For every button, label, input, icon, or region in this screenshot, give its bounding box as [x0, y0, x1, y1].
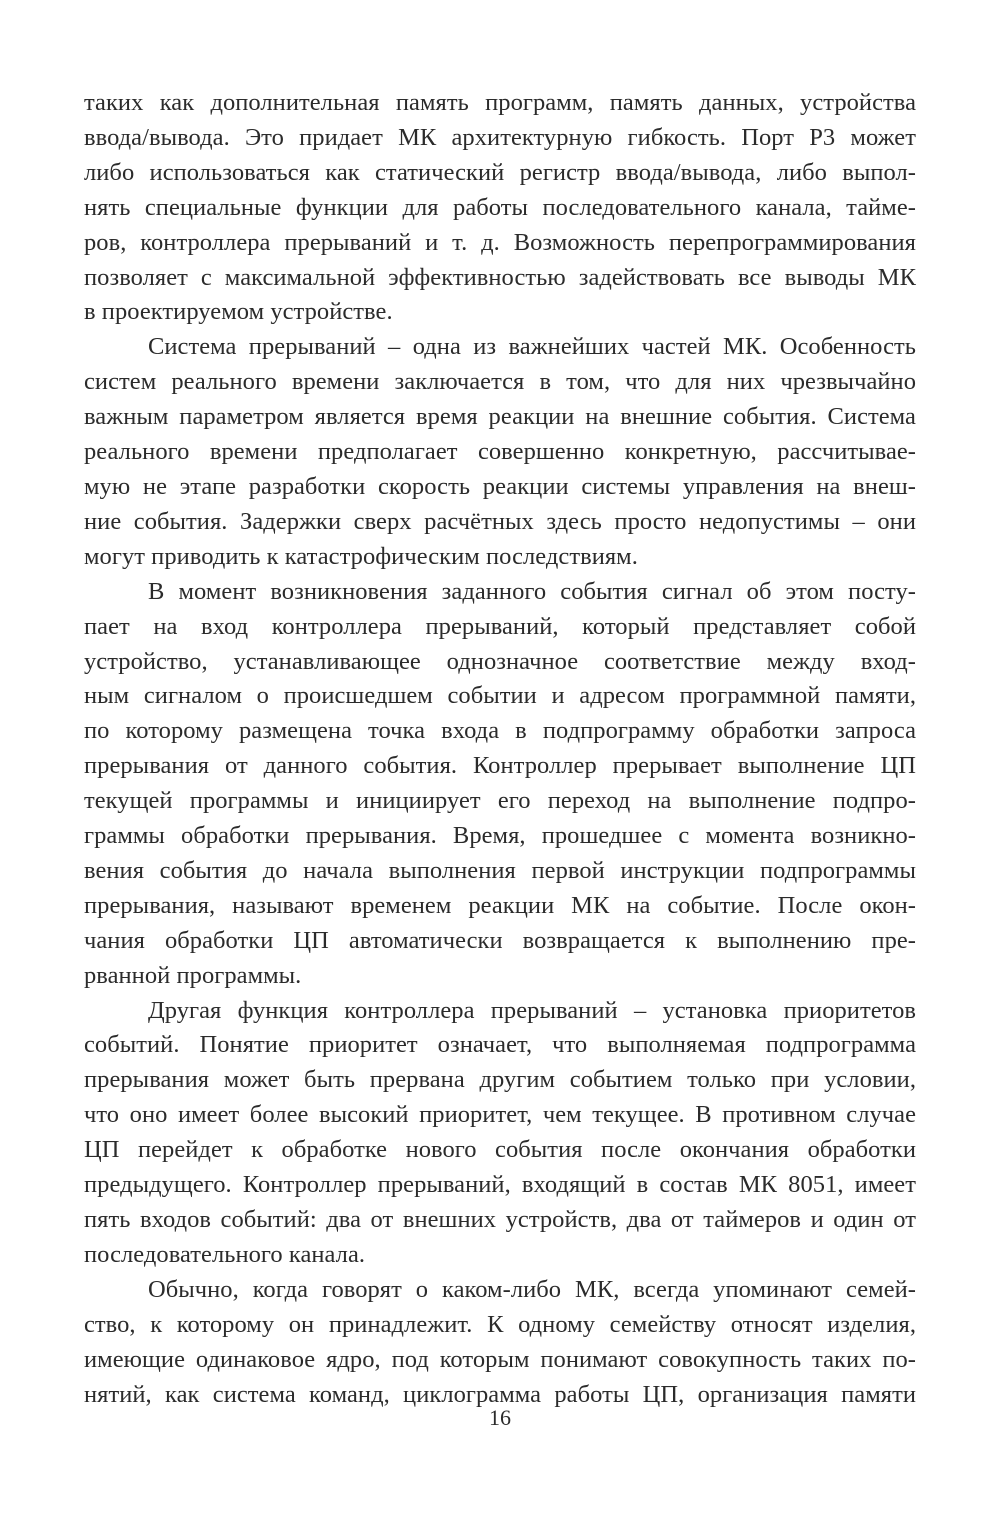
text-line: ство, к которому он принадлежит. К одному семейству относят изделия, — [84, 1310, 916, 1338]
text-line: граммы обработки прерывания. Время, прошедшее с момента возникно- — [84, 822, 916, 850]
text-line: пять входов событий: два от внешних устройств, два от таймеров и один от — [84, 1206, 916, 1233]
text-line: прерывания, называют временем реакции МК на событие. После окон- — [84, 891, 916, 919]
text-line: реального времени предполагает совершенно конкретную, рассчитывае- — [84, 438, 916, 466]
paragraph-priorities — [84, 994, 916, 1273]
text-line: рванной программы. — [84, 961, 302, 989]
text-line: предыдущего. Контроллер прерываний, входящий в состав МК 8051, имеет — [84, 1171, 916, 1199]
text-line: позволяет с максимальной эффективностью задействовать все выводы МК — [84, 263, 916, 291]
text-line: имеющие одинаковое ядро, под которым понимают совокупность таких по- — [84, 1345, 916, 1373]
text-line: по которому размещена точка входа в подпрограмму обработки запроса — [84, 717, 916, 745]
text-line: систем реального времени заключается в том, что для них чрезвычайно — [84, 368, 916, 396]
text-line: последовательного канала. — [84, 1240, 366, 1268]
text-line: мую не этапе разработки скорость реакции системы управления на внеш- — [84, 472, 916, 500]
paragraph-interrupt-system — [84, 330, 916, 574]
text-line: ЦП перейдет к обработке нового события после окончания обработки — [84, 1136, 916, 1164]
text-line: ввода/вывода. Это придает МК архитектурную гибкость. Порт Р3 может — [84, 123, 916, 151]
text-line: ние события. Задержки сверх расчётных здесь просто недопустимы – они — [84, 507, 916, 535]
text-line: нятий, как система команд, циклограмма работы ЦП, организация памяти — [84, 1380, 916, 1408]
paragraph-interrupt-controller — [84, 575, 916, 994]
text-line: пает на вход контроллера прерываний, который представляет собой — [84, 612, 916, 640]
paragraph-families — [84, 1273, 916, 1413]
text-line: текущей программы и инициирует его переход на выполнение подпро- — [84, 787, 916, 815]
text-line: устройство, устанавливающее однозначное соответствие между вход- — [84, 647, 916, 675]
text-line: событий. Понятие приоритет означает, что выполняемая подпрограмма — [84, 1031, 916, 1059]
text-line: таких как дополнительная память программ, память данных, устройства — [84, 89, 916, 116]
text-line: ным сигналом о происшедшем событии и адресом программной памяти, — [84, 682, 916, 710]
text-line: ров, контроллера прерываний и т. д. Возможность перепрограммирования — [84, 228, 916, 256]
page-body — [84, 86, 916, 1412]
text-line: В момент возникновения заданного события сигнал об этом посту- — [148, 577, 916, 605]
text-line: могут приводить к катастрофическим последствиям. — [84, 542, 638, 570]
paragraph-ports — [84, 86, 916, 330]
text-line: либо использоваться как статический регистр ввода/вывода, либо выпол- — [84, 158, 916, 186]
text-line: прерывания от данного события. Контроллер прерывает выполнение ЦП — [84, 752, 916, 780]
text-line: чания обработки ЦП автоматически возвращается к выполнению пре- — [84, 926, 916, 954]
text-line: Другая функция контроллера прерываний – установка приоритетов — [148, 996, 916, 1024]
text-line: вения события до начала выполнения первой инструкции подпрограммы — [84, 856, 916, 884]
text-line: важным параметром является время реакции на внешние события. Система — [84, 403, 916, 431]
text-line: Система прерываний – одна из важнейших частей МК. Особенность — [148, 333, 916, 361]
text-line: в проектируемом устройстве. — [84, 298, 393, 326]
text-line: прерывания может быть прервана другим событием только при условии, — [84, 1066, 916, 1094]
text-line: что оно имеет более высокий приоритет, чем текущее. В противном случае — [84, 1101, 916, 1129]
text-line: нять специальные функции для работы последовательного канала, тайме- — [84, 193, 916, 221]
text-line: Обычно, когда говорят о каком-либо МК, всегда упоминают семей- — [148, 1275, 916, 1303]
page-number: 16 — [489, 1405, 511, 1430]
